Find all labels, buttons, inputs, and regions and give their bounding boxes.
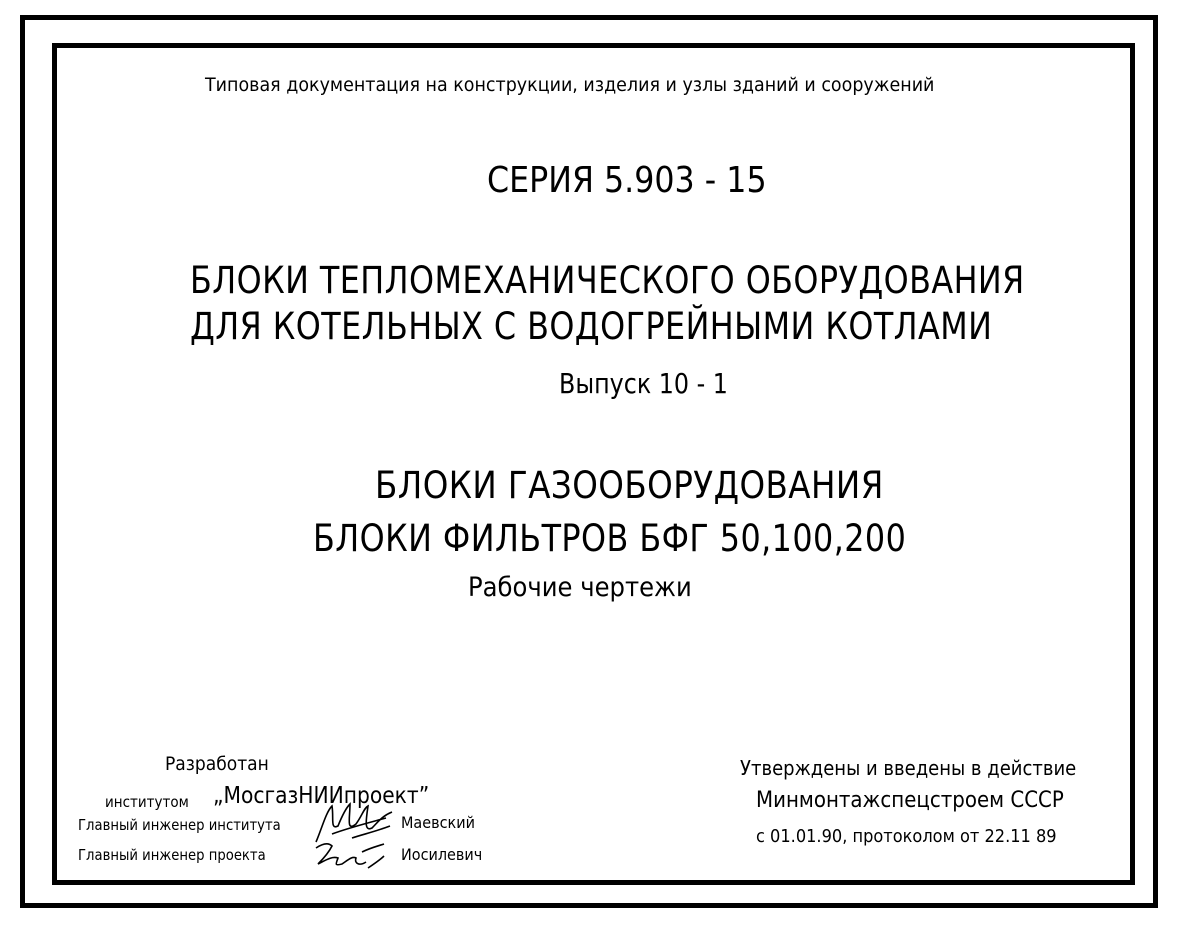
subtitle-line-3: Рабочие чертежи: [468, 572, 692, 603]
approval-line-3: с 01.01.90, протоколом от 22.11 89: [756, 826, 1057, 847]
approval-line-2: Минмонтажспецстроем СССР: [756, 788, 1064, 813]
title-line-2: ДЛЯ КОТЕЛЬНЫХ С ВОДОГРЕЙНЫМИ КОТЛАМИ: [190, 305, 993, 348]
chief-engineer-institute-name: Маевский: [401, 813, 475, 832]
signature-2: [312, 838, 387, 870]
chief-engineer-project-role: Главный инженер проекта: [78, 846, 266, 864]
documentation-line: Типовая документация на конструкции, изделия и узлы зданий и сооружений: [205, 74, 935, 96]
approval-line-1: Утверждены и введены в действие: [740, 756, 1077, 780]
series-number: СЕРИЯ 5.903 - 15: [487, 160, 767, 201]
title-line-1: БЛОКИ ТЕПЛОМЕХАНИЧЕСКОГО ОБОРУДОВАНИЯ: [190, 259, 1025, 302]
chief-engineer-project-name: Иосилевич: [401, 845, 483, 864]
issue-number: Выпуск 10 - 1: [559, 367, 728, 400]
institute-name: „МосгазНИИпроект”: [213, 783, 430, 809]
developer-heading: Разработан: [165, 753, 269, 775]
chief-engineer-institute-role: Главный инженер института: [78, 816, 281, 834]
institute-prefix: институтом: [105, 793, 189, 811]
subtitle-line-1: БЛОКИ ГАЗООБОРУДОВАНИЯ: [375, 464, 884, 507]
subtitle-line-2: БЛОКИ ФИЛЬТРОВ БФГ 50,100,200: [313, 517, 907, 560]
